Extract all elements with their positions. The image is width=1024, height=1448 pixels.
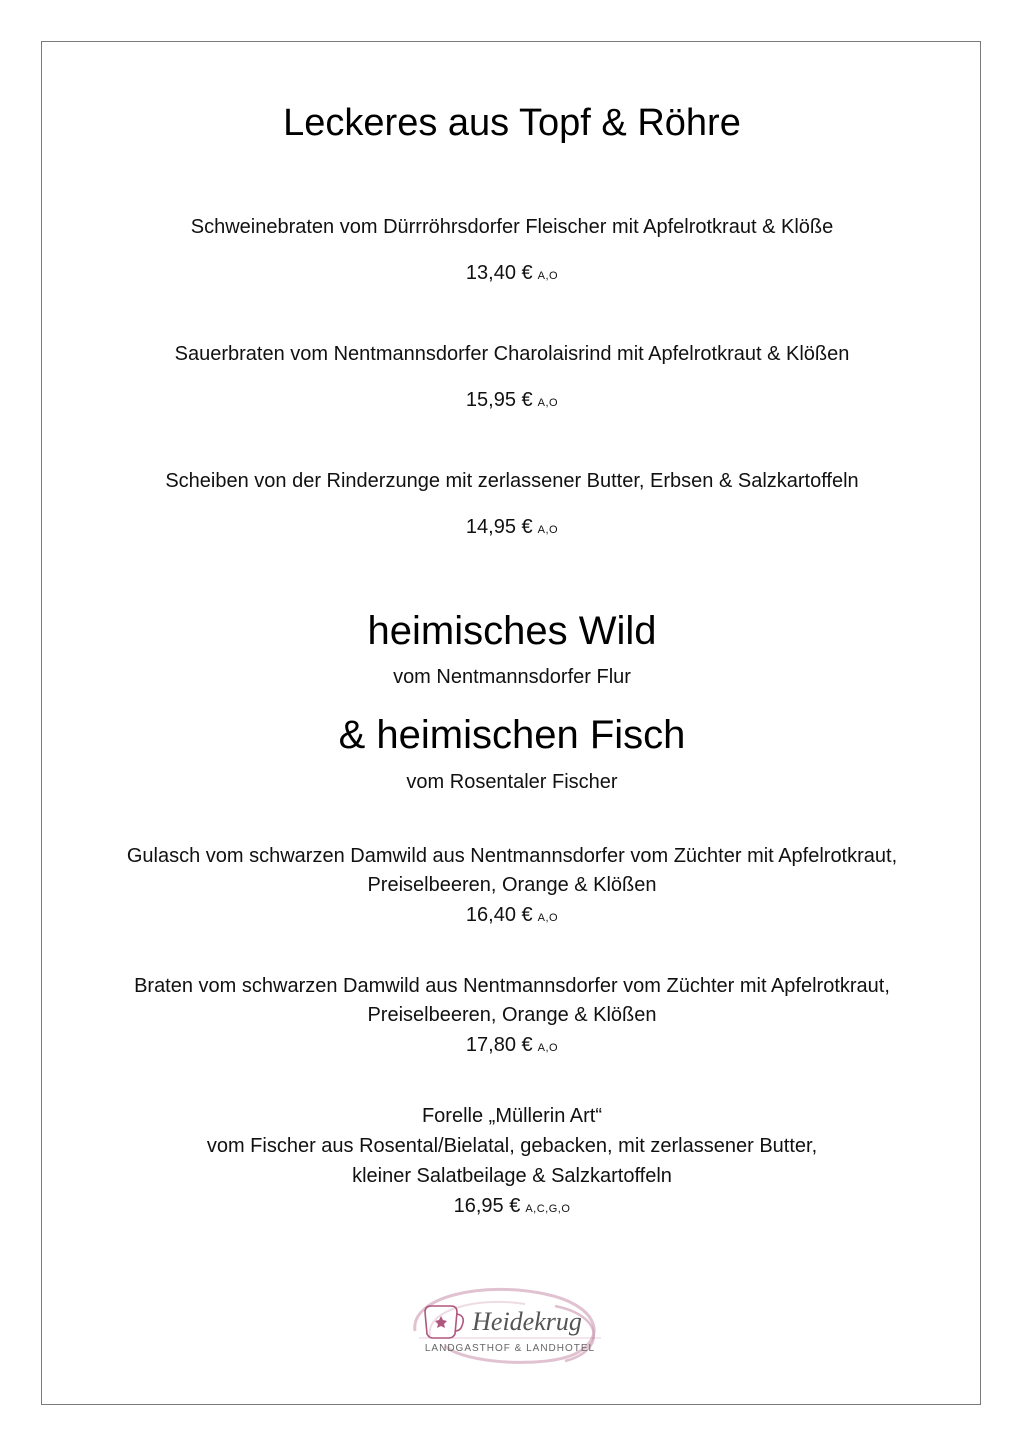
dish-name-line2: vom Fischer aus Rosental/Bielatal, gebacken, mit zerlassener Butter,	[206, 1135, 818, 1157]
dish-price: 14,95 €	[465, 516, 533, 538]
dish-price-row	[0, 258, 1024, 291]
allergen-codes: A,O	[537, 912, 559, 924]
allergen-codes: A,O	[537, 524, 559, 536]
section-title-wild: heimisches Wild	[367, 609, 657, 653]
dish-price-row	[0, 1030, 1024, 1063]
allergen-codes: A,C,G,O	[525, 1203, 571, 1215]
logo-graphic	[405, 1276, 615, 1366]
allergen-codes: A,O	[537, 397, 559, 409]
dish-price: 13,40 €	[465, 262, 533, 284]
dish-name-line1: Braten vom schwarzen Damwild aus Nentmannsdorfer vom Züchter mit Apfelrotkraut,	[134, 975, 890, 997]
dish-price-row	[0, 1191, 1024, 1224]
logo-name: Heidekrug	[472, 1307, 582, 1336]
dish-price-row	[0, 900, 1024, 933]
dish-price: 17,80 €	[465, 1034, 533, 1056]
dish-name-line1: Forelle „Müllerin Art“	[421, 1105, 603, 1127]
section-subtitle-wild: vom Nentmannsdorfer Flur	[393, 666, 631, 688]
dish-price: 16,95 €	[453, 1195, 521, 1217]
jug-icon	[425, 1306, 463, 1338]
dish-name: Scheiben von der Rinderzunge mit zerlassener Butter, Erbsen & Salzkartoffeln	[165, 470, 859, 492]
allergen-codes: A,O	[537, 1042, 559, 1054]
logo-tagline: LANDGASTHOF & LANDHOTEL	[424, 1343, 596, 1354]
allergen-codes: A,O	[537, 270, 559, 282]
dish-price: 15,95 €	[465, 389, 533, 411]
dish-name-line1: Gulasch vom schwarzen Damwild aus Nentmannsdorfer vom Züchter mit Apfelrotkraut,	[126, 845, 898, 867]
section-title-fisch: & heimischen Fisch	[338, 713, 686, 757]
dish-name-line3: kleiner Salatbeilage & Salzkartoffeln	[352, 1165, 672, 1187]
dish-name: Sauerbraten vom Nentmannsdorfer Charolaisrind mit Apfelrotkraut & Klößen	[174, 343, 850, 365]
dish-name: Schweinebraten vom Dürrröhrsdorfer Fleischer mit Apfelrotkraut & Klöße	[190, 216, 834, 238]
heidekrug-logo	[405, 1276, 615, 1366]
section-subtitle-fisch: vom Rosentaler Fischer	[406, 771, 618, 793]
dish-name-line2: Preiselbeeren, Orange & Klößen	[367, 874, 657, 896]
dish-price-row	[0, 512, 1024, 545]
dish-name-line2: Preiselbeeren, Orange & Klößen	[367, 1004, 657, 1026]
dish-price-row	[0, 385, 1024, 418]
dish-price: 16,40 €	[465, 904, 533, 926]
section-title-topf-roehre: Leckeres aus Topf & Röhre	[283, 102, 741, 144]
